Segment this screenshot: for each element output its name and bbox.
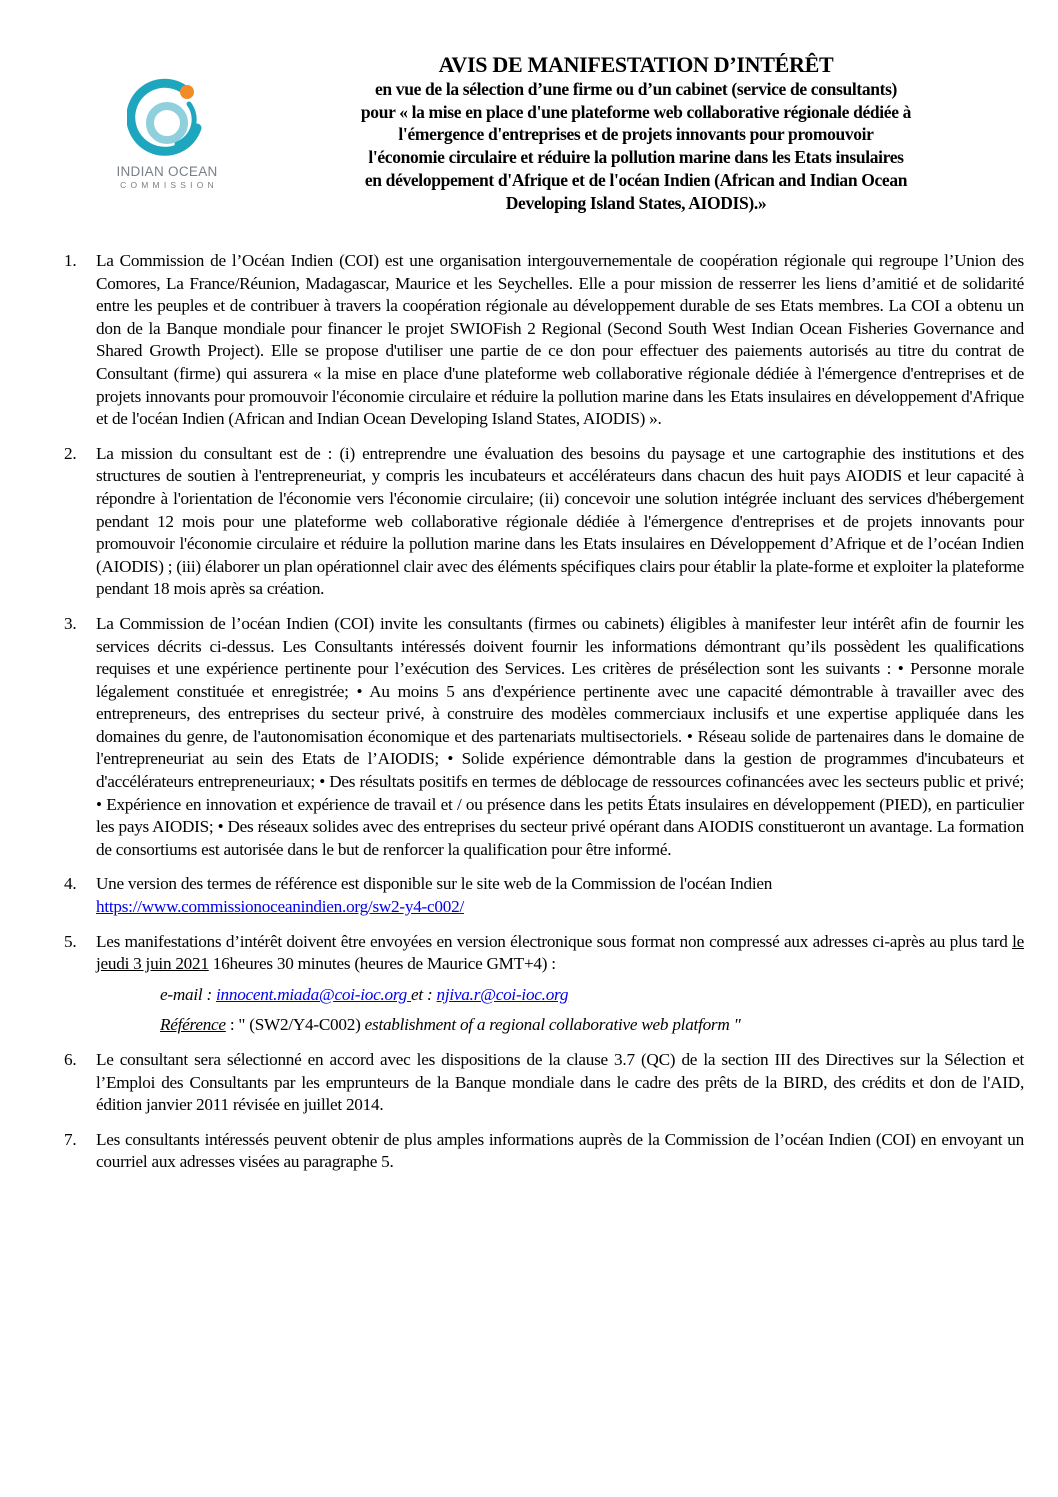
item-text: La Commission de l’océan Indien (COI) invite les consultants (firmes ou cabinets) éligibles à manifester leur intérêt afin de fournir les services décrits ci-dessus. Les Consultants intéressés doivent fournir les informations démontrant qu’ils possèdent les qualifications requises et une expérience pertinente pour l’exécution des Services. Les critères de présélection sont les suivants : • Personne morale légalement constituée et enregistrée; • Au moins 5 ans d'expérience pertinente avec une capacité démontrable à travailler avec des entrepreneurs, des entreprises du secteur privé, à construire des modèles commerciaux inclusifs et une expertise appliquée dans les domaines du genre, de l'autonomisation économique et des partenariats multisectoriels. • Réseau solide de partenaires dans le domaine de l'entrepreneuriat au sein des Etats de l’AIODIS; • Solide expérience démontrable dans la gestion de programmes d'incubateurs et d'accélérateurs entrepreneuriaux; • Des résultats positifs en termes de déblocage de ressources cofinancées avec les secteurs public et privé; • Expérience en innovation et expérience de travail et / ou présence dans les petits États insulaires en développement (PIED), en particulier les pays AIODIS; • Des réseaux solides avec des entreprises du secteur privé opérant dans AIODIS constitueront un avantage. La formation de consortiums est autorisée dans le but de renforcer la qualification pour être informé.: [96, 613, 1024, 859]
subtitle-line: en développement d'Afrique et de l'océan Indien (African and Indian Ocean: [364, 169, 908, 190]
list-item: [64, 1129, 1024, 1174]
subtitle-line: l'émergence d'entreprises et de projets innovants pour promouvoir: [398, 124, 874, 145]
email-line: [160, 984, 1024, 1007]
tor-link[interactable]: https://www.commissionoceanindien.org/sw2-y4-c002/: [96, 897, 464, 917]
reference-line: [160, 1014, 1024, 1037]
subtitle-line: l'économie circulaire et réduire la pollution marine dans les Etats insulaires: [368, 147, 904, 168]
item-number: 1.: [64, 251, 77, 270]
document-body: [64, 250, 1024, 1186]
reference-text: establishment of a regional collaborative web platform ": [364, 1015, 741, 1035]
document-header: [272, 52, 1000, 214]
item-number: 4.: [64, 874, 77, 894]
item-number: 7.: [64, 1129, 77, 1149]
org-name-line1: INDIAN OCEAN: [116, 164, 218, 179]
item-number: 5.: [64, 931, 77, 951]
coi-logo: [108, 76, 226, 190]
coi-emblem-icon: [127, 76, 207, 156]
item-number: 3.: [64, 613, 77, 633]
item-text: Le consultant sera sélectionné en accord avec les dispositions de la clause 3.7 (QC) de la section III des Directives sur la Sélection et l’Emploi des Consultants par les emprunteurs de la Banque mondiale dans le cadre des prêts de la BIRD, des crédits et don de l'AID, édition janvier 2011 révisée en juillet 2014.: [96, 1050, 1024, 1115]
email-label: e-mail :: [160, 984, 216, 1004]
subtitle-line: Developing Island States, AIODIS).»: [505, 192, 767, 213]
org-name-line2: COMMISSION: [120, 180, 218, 190]
document-title: AVIS DE MANIFESTATION D’INTÉRÊT: [438, 52, 834, 77]
list-item: [64, 931, 1024, 976]
email-link-2[interactable]: njiva.r@coi-ioc.org: [436, 984, 569, 1004]
subtitle-line: en vue de la sélection d’une firme ou d’un cabinet (service de consultants): [374, 79, 898, 99]
item-text: Les manifestations d’intérêt doivent être envoyées en version électronique sous format non compressé aux adresses ci-après au plus tard: [96, 931, 1013, 951]
deadline-date: le jeudi 3 juin 2021: [96, 931, 1024, 974]
list-item: [64, 873, 1024, 918]
item-text: Les consultants intéressés peuvent obtenir de plus amples informations auprès de la Commission de l’océan Indien (COI) en envoyant un courriel aux adresses visées au paragraphe 5.: [96, 1129, 1024, 1172]
item-text: La Commission de l’Océan Indien (COI) est une organisation intergouvernementale de coopération régionale qui regroupe l’Union des Comores, La France/Réunion, Madagascar, Maurice et les Seychelles. Elle a pour mission de resserrer les liens d’amitié et de solidarité entre les peuples et de contribuer à travers la coopération régionale au développement durable de ses Etats membres. La COI a obtenu un don de la Banque mondiale pour financer le projet SWIOFish 2 Regional (Second South West Indian Ocean Fisheries Governance and Shared Growth Project). Elle se propose d'utiliser une partie de ce don pour effectuer des paiements autorisés au titre du contrat de Consultant (firme) qui assurera « la mise en place d'une plateforme web collaborative régionale dédiée à l'émergence d'entreprises et de projets innovants pour promouvoir l'économie circulaire et réduire la pollution marine dans les Etats insulaires en développement d'Afrique et de l'océan Indien (African and Indian Ocean Developing Island States, AIODIS) ».: [96, 251, 1024, 429]
reference-code: : " (SW2/Y4-C002): [225, 1015, 365, 1035]
list-item: [64, 1049, 1024, 1117]
subtitle-line: pour « la mise en place d'une plateforme web collaborative régionale dédiée à: [360, 101, 912, 122]
list-item: [64, 250, 1024, 431]
item-text: La mission du consultant est de : (i) entreprendre une évaluation des besoins du paysage et une cartographie des institutions et des structures de soutien à l'entrepreneuriat, y compris les incubateurs et accélérateurs dans chacun des huit pays AIODIS et leur capacité à répondre à l'orientation de l'économie vers l'économie circulaire; (ii) concevoir une solution intégrée incluant des services d'hébergement pendant 12 mois pour une plateforme web collaborative régionale dédiée à l'émergence d'entreprises et de projets innovants pour promouvoir l'économie circulaire et réduire la pollution marine dans les Etats insulaires en Développement d’Afrique et de l’océan Indien (AIODIS) ; (iii) élaborer un plan opérationnel clair avec des éléments spécifiques clairs pour établir la plate-forme et exploiter la plateforme pendant 18 mois après sa création.: [96, 443, 1025, 599]
reference-label: Référence: [160, 1015, 226, 1035]
item-number: 6.: [64, 1050, 77, 1069]
item-text: Une version des termes de référence est disponible sur le site web de la Commission de l'océan Indien: [96, 874, 773, 894]
list-item: [64, 443, 1024, 601]
item-text: 16heures 30 minutes (heures de Maurice GMT+4) :: [208, 954, 556, 974]
list-item: [64, 613, 1024, 862]
item-number: 2.: [64, 443, 77, 463]
email-link-1[interactable]: innocent.miada@coi-ioc.org: [215, 984, 412, 1004]
email-separator: et :: [411, 984, 437, 1004]
